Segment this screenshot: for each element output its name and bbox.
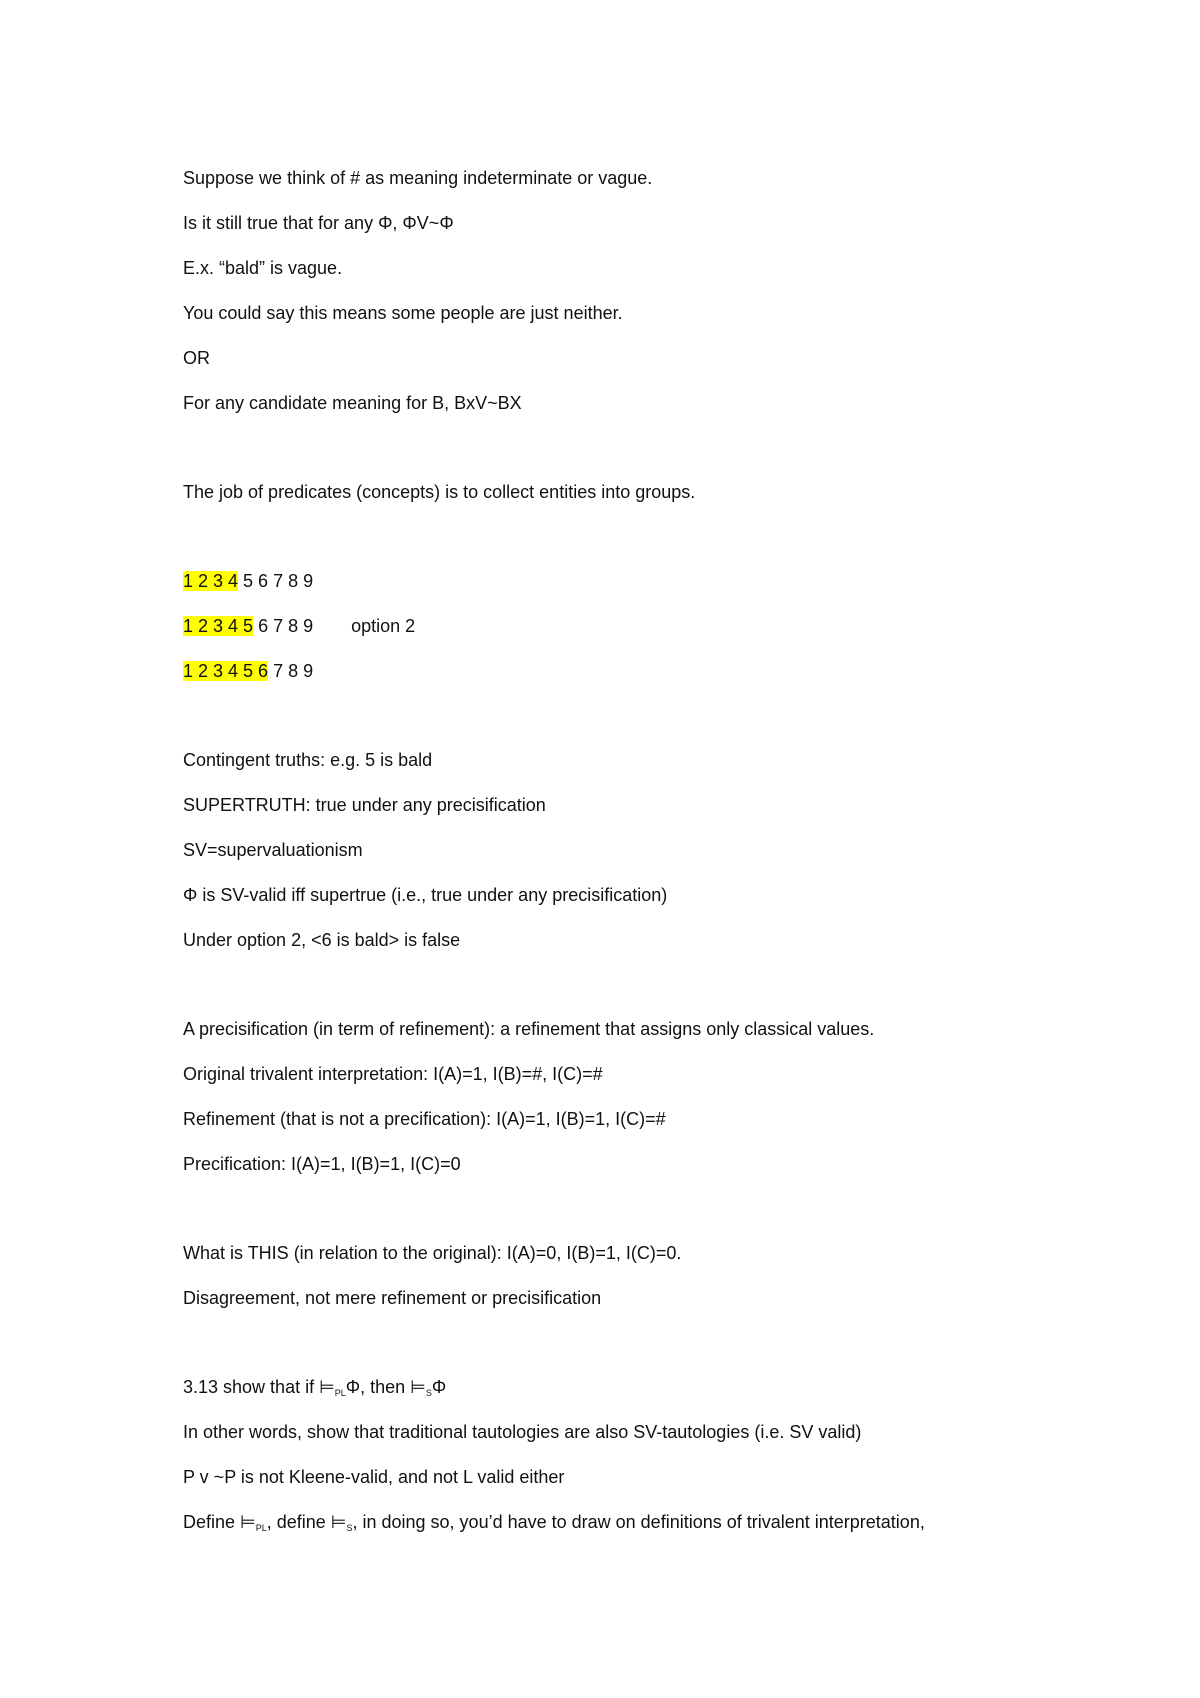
text-line-sv-definition: SV=supervaluationism bbox=[183, 840, 363, 860]
define-text: Define ⊨ bbox=[183, 1512, 256, 1532]
text-line-excluded-middle-question: Is it still true that for any Φ, ΦV~Φ bbox=[183, 213, 454, 233]
plain-numbers: 6 7 8 9 bbox=[253, 616, 314, 636]
text-line-sv-valid: Φ is SV-valid iff supertrue (i.e., true under any precisification) bbox=[183, 885, 668, 905]
text-line-option-2: Under option 2, <6 is bald> is false bbox=[183, 930, 461, 950]
subscript-pl: PL bbox=[255, 1523, 267, 1533]
text-line-neither: You could say this means some people are just neither. bbox=[183, 303, 623, 323]
text-line-in-other-words: In other words, show that traditional tautologies are also SV-tautologies (i.e. SV valid) bbox=[183, 1422, 862, 1442]
subscript-s: S bbox=[425, 1388, 432, 1398]
plain-numbers: 7 8 9 bbox=[268, 661, 314, 681]
number-row-2 bbox=[183, 614, 415, 638]
text-line-candidate-meaning: For any candidate meaning for B, BxV~BX bbox=[183, 393, 522, 413]
exercise-text: 3.13 show that if ⊨ bbox=[183, 1377, 335, 1397]
text-line-refinement: Refinement (that is not a precification): I(A)=1, I(B)=1, I(C)=# bbox=[183, 1109, 666, 1129]
define-text: , define ⊨ bbox=[266, 1512, 347, 1532]
highlighted-numbers: 1 2 3 4 5 6 bbox=[183, 661, 269, 681]
text-line-contingent-truths: Contingent truths: e.g. 5 is bald bbox=[183, 750, 433, 770]
number-row-3 bbox=[183, 659, 313, 683]
highlighted-numbers: 1 2 3 4 bbox=[183, 571, 239, 591]
number-row-1 bbox=[183, 569, 313, 593]
text-line-kleene: P v ~P is not Kleene-valid, and not L valid either bbox=[183, 1467, 565, 1487]
text-line-precification: Precification: I(A)=1, I(B)=1, I(C)=0 bbox=[183, 1154, 461, 1174]
exercise-text: Φ bbox=[431, 1377, 447, 1397]
text-line-bald-example: E.x. “bald” is vague. bbox=[183, 258, 343, 278]
text-line-or: OR bbox=[183, 348, 210, 368]
text-line-supertruth: SUPERTRUTH: true under any precisification bbox=[183, 795, 546, 815]
text-line-disagreement: Disagreement, not mere refinement or precisification bbox=[183, 1288, 602, 1308]
text-line-original-interpretation: Original trivalent interpretation: I(A)=1, I(B)=#, I(C)=# bbox=[183, 1064, 603, 1084]
text-line-vague-definition: Suppose we think of # as meaning indeterminate or vague. bbox=[183, 168, 653, 188]
plain-numbers: 5 6 7 8 9 bbox=[238, 571, 314, 591]
option-note: option 2 bbox=[351, 616, 416, 636]
define-text: , in doing so, you’d have to draw on definitions of trivalent interpretation, bbox=[352, 1512, 925, 1532]
highlighted-numbers: 1 2 3 4 5 bbox=[183, 616, 254, 636]
exercise-text: Φ, then ⊨ bbox=[345, 1377, 426, 1397]
text-line-predicates: The job of predicates (concepts) is to collect entities into groups. bbox=[183, 482, 696, 502]
subscript-pl: PL bbox=[334, 1388, 346, 1398]
text-line-define bbox=[183, 1510, 925, 1534]
text-line-precisification: A precisification (in term of refinement): a refinement that assigns only classical values. bbox=[183, 1019, 875, 1039]
text-line-exercise-3-13 bbox=[183, 1375, 446, 1399]
text-line-what-is-this: What is THIS (in relation to the original): I(A)=0, I(B)=1, I(C)=0. bbox=[183, 1243, 682, 1263]
subscript-s: S bbox=[346, 1523, 353, 1533]
